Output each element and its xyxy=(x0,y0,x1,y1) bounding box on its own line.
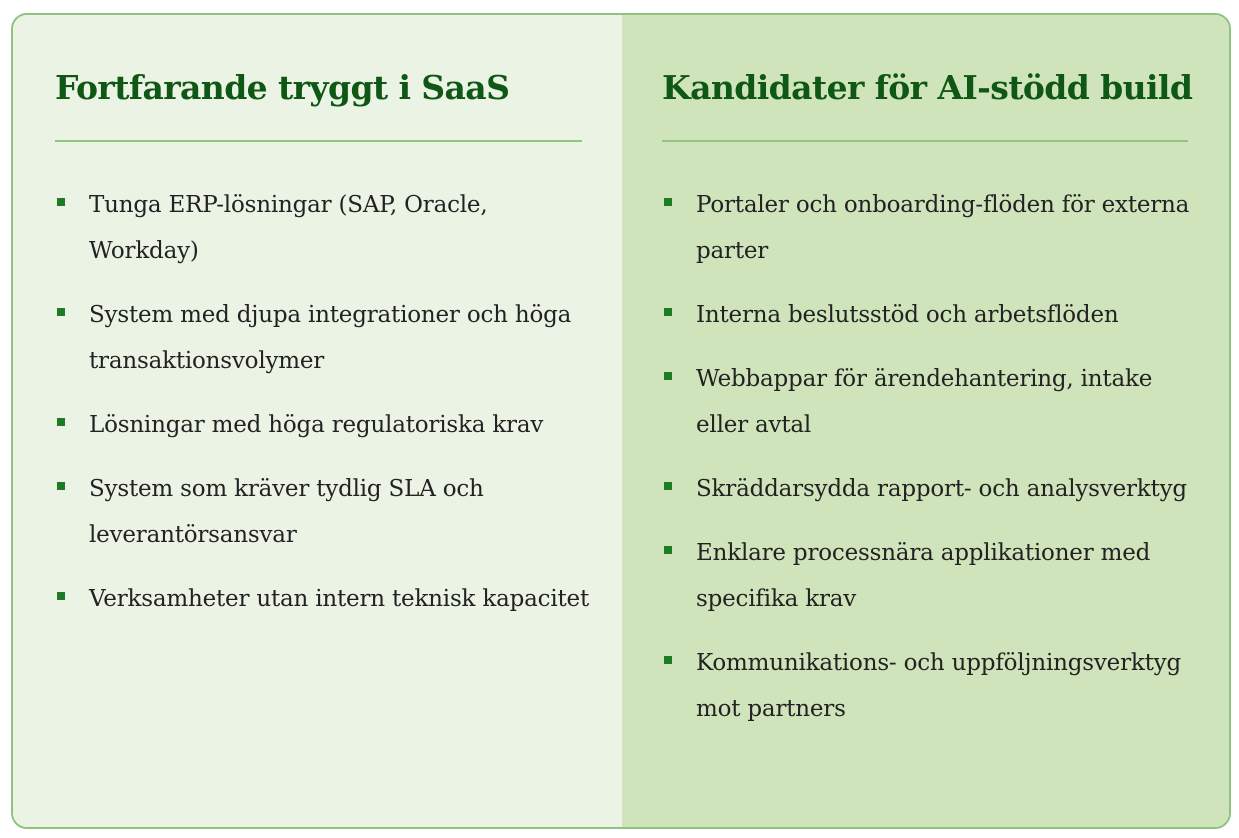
left-column-title: Fortfarande tryggt i SaaS xyxy=(55,68,510,107)
list-item xyxy=(662,466,1202,512)
list-item-text: Webbappar för ärendehantering, intake eller avtal xyxy=(696,366,1153,438)
list-item-text: Enklare processnära applikationer med specifika krav xyxy=(696,540,1151,612)
list-item xyxy=(55,576,595,622)
square-bullet-icon xyxy=(664,198,672,206)
square-bullet-icon xyxy=(57,308,65,316)
list-item-text: Interna beslutsstöd och arbetsflöden xyxy=(696,302,1119,328)
square-bullet-icon xyxy=(664,656,672,664)
list-item xyxy=(662,182,1202,274)
comparison-card xyxy=(11,13,1231,829)
square-bullet-icon xyxy=(664,372,672,380)
list-item xyxy=(55,466,595,558)
list-item-text: Kommunikations- och uppföljningsverktyg mot partners xyxy=(696,650,1181,722)
right-item-list xyxy=(662,182,1202,750)
list-item-text: Portaler och onboarding-flöden för externa parter xyxy=(696,192,1190,264)
right-title-divider xyxy=(662,140,1188,142)
left-column xyxy=(13,15,622,827)
square-bullet-icon xyxy=(57,198,65,206)
right-column-title: Kandidater för AI-stödd build xyxy=(662,68,1193,107)
right-column xyxy=(622,15,1229,827)
list-item xyxy=(55,182,595,274)
left-item-list xyxy=(55,182,595,640)
square-bullet-icon xyxy=(57,418,65,426)
square-bullet-icon xyxy=(664,546,672,554)
list-item xyxy=(55,402,595,448)
list-item xyxy=(662,530,1202,622)
list-item-text: System med djupa integrationer och höga transaktionsvolymer xyxy=(89,302,572,374)
square-bullet-icon xyxy=(57,592,65,600)
list-item-text: System som kräver tydlig SLA och leverantörsansvar xyxy=(89,476,484,548)
list-item-text: Lösningar med höga regulatoriska krav xyxy=(89,412,544,438)
list-item xyxy=(55,292,595,384)
list-item xyxy=(662,356,1202,448)
list-item-text: Tunga ERP-lösningar (SAP, Oracle, Workday) xyxy=(89,192,488,264)
square-bullet-icon xyxy=(664,308,672,316)
left-title-divider xyxy=(55,140,582,142)
square-bullet-icon xyxy=(57,482,65,490)
list-item-text: Verksamheter utan intern teknisk kapacitet xyxy=(89,586,590,612)
list-item xyxy=(662,292,1202,338)
square-bullet-icon xyxy=(664,482,672,490)
list-item-text: Skräddarsydda rapport- och analysverktyg xyxy=(696,476,1187,502)
list-item xyxy=(662,640,1202,732)
